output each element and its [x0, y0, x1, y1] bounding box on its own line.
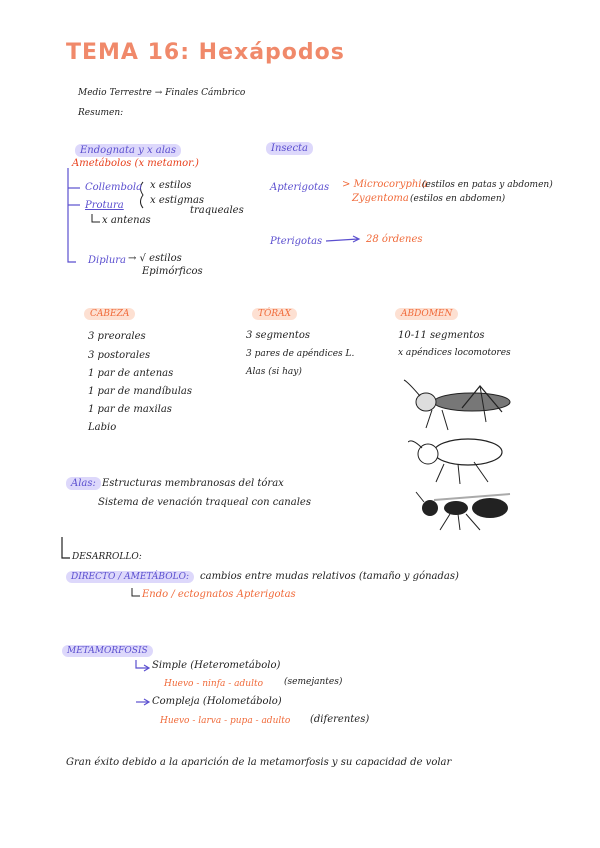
alas-label: Alas:: [66, 478, 101, 489]
simple-stages: Huevo - ninfa - adulto: [164, 679, 264, 689]
cabeza-item: 1 par de maxilas: [88, 404, 172, 415]
cabeza-item: Labio: [88, 422, 117, 433]
conclusion-text: Gran éxito debido a la aparición de la metamorfosis y su capacidad de volar: [66, 757, 452, 768]
collembola-trait-2: x estigmas: [150, 195, 205, 206]
pterigotas-label: Pterigotas: [270, 236, 323, 247]
resumen-label: Resumen:: [78, 108, 124, 118]
alas-line-1: Estructuras membranosas del tórax: [102, 478, 284, 489]
compleja-label: Compleja (Holometábolo): [152, 696, 282, 707]
microcoryphia-label: > Microcoryphia: [342, 179, 428, 190]
diplura-label: Diplura: [88, 255, 126, 266]
simple-label: Simple (Heterometábolo): [152, 660, 281, 671]
pterigotas-orders: 28 órdenes: [366, 234, 423, 245]
collembola-label: Collembola: [85, 182, 143, 193]
protura-note: x antenas: [102, 215, 151, 226]
compleja-stages: Huevo - larva - pupa - adulto: [160, 716, 291, 726]
cabeza-item: 3 preorales: [88, 331, 146, 342]
endognata-header: Endognata y x alas: [75, 145, 181, 156]
torax-item: 3 pares de apéndices L.: [246, 349, 355, 359]
microcoryphia-note: (estilos en patas y abdomen): [422, 180, 553, 190]
directo-note: Endo / ectognatos Apterigotas: [142, 589, 296, 600]
intro-line: Medio Terrestre → Finales Cámbrico: [78, 88, 246, 98]
directo-text: cambios entre mudas relativos (tamaño y gónadas): [200, 571, 459, 582]
desarrollo-header: DESARROLLO:: [72, 552, 142, 562]
torax-item: Alas (si hay): [246, 367, 302, 377]
diplura-arrow: → √ estilos: [128, 253, 182, 264]
torax-header: TÓRAX: [252, 309, 297, 319]
directo-label: DIRECTO / AMETÁBOLO:: [66, 572, 194, 582]
beetle-icon: [408, 432, 518, 487]
apterigotas-label: Apterigotas: [270, 182, 330, 193]
ametabolos-label: Ametábolos (x metamor.): [72, 158, 199, 169]
grasshopper-icon: [402, 378, 522, 438]
compleja-note: (diferentes): [310, 714, 370, 725]
ant-icon: [414, 488, 524, 533]
abdomen-item: x apéndices locomotores: [398, 348, 511, 358]
abdomen-item: 10-11 segmentos: [398, 330, 485, 341]
simple-note: (semejantes): [284, 677, 343, 687]
cabeza-item: 1 par de mandíbulas: [88, 386, 192, 397]
collembola-trait-1: x estilos: [150, 180, 192, 191]
protura-label: Protura: [85, 200, 124, 211]
page-title: TEMA 16: Hexápodos: [66, 40, 345, 65]
zygentoma-note: (estilos en abdomen): [410, 194, 506, 204]
diplura-note: Epimórficos: [142, 266, 203, 277]
torax-item: 3 segmentos: [246, 330, 311, 341]
cabeza-header: CABEZA: [84, 309, 135, 319]
cabeza-item: 3 postorales: [88, 350, 151, 361]
metamorfosis-header: METAMORFOSIS: [62, 646, 153, 656]
insecta-header: Insecta: [266, 143, 313, 154]
collembola-trait-3: traqueales: [190, 205, 244, 216]
alas-line-2: Sistema de venación traqueal con canales: [98, 497, 311, 508]
cabeza-item: 1 par de antenas: [88, 368, 174, 379]
zygentoma-label: Zygentoma: [352, 193, 409, 204]
abdomen-header: ABDOMEN: [395, 309, 458, 319]
